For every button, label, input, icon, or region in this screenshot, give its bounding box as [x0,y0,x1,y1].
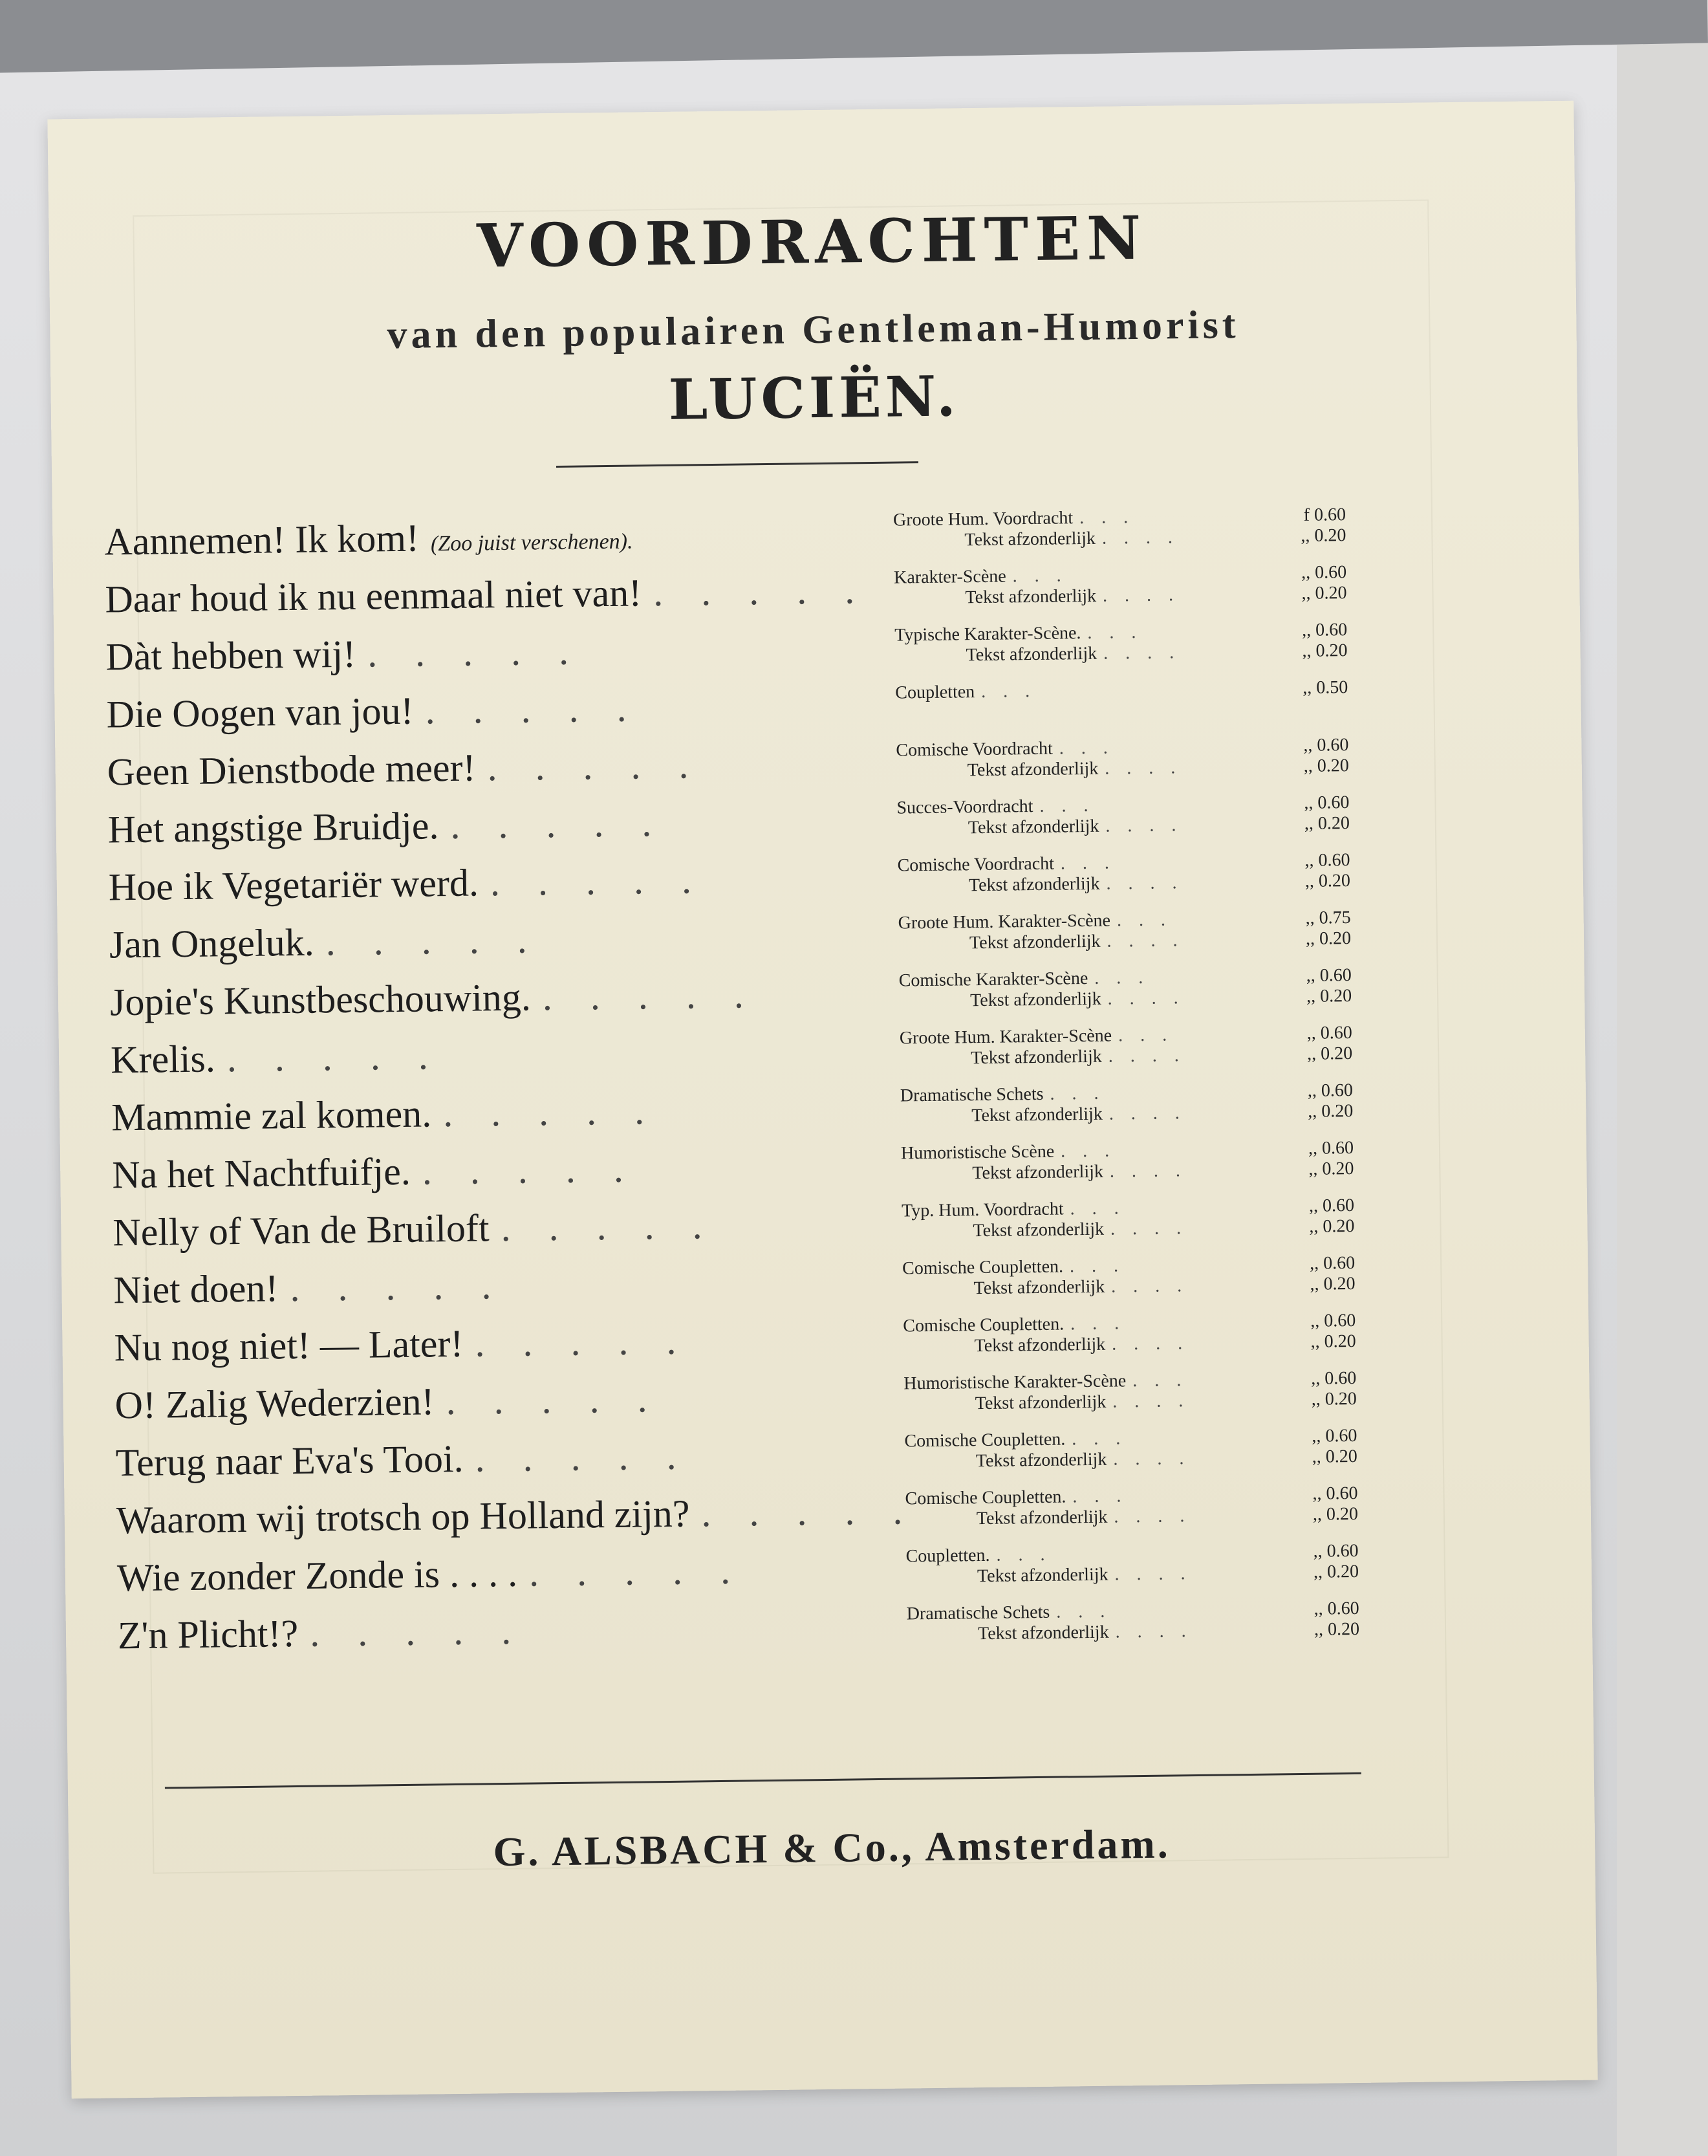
item-genre [904,1427,1267,1473]
text-separately-text: Tekst afzonderlijk [971,1046,1102,1069]
leader-dots: . . . [1072,1486,1128,1507]
genre-text: Comische Coupletten. [904,1429,1066,1452]
leader-dots: . . . . . [475,1434,691,1480]
genre-text: Dramatische Schets [900,1083,1044,1106]
text-price: ,, 0.20 [1307,1043,1353,1064]
leader-dots: . . . [1070,1313,1126,1334]
text-price: ,, 0.20 [1303,756,1349,776]
text-price: ,, 0.20 [1311,1388,1357,1410]
leader-dots: . . . . . [487,743,703,789]
item-genre [905,1485,1268,1530]
item-price: f 0.60 [1303,505,1346,525]
item-price: ,, 0.60 [1311,1367,1357,1389]
leader-dots: . . . . [1106,873,1184,894]
leader-dots: . . . [1059,737,1114,759]
text-separately-text: Tekst afzonderlijk [969,988,1101,1011]
item-title-text: O! Zalig Wederzien! [114,1380,435,1427]
item-title [108,856,820,909]
text-separately-text: Tekst afzonderlijk [967,758,1099,781]
genre-text: Humoristische Scène [900,1141,1055,1164]
text-price: ,, 0.20 [1304,871,1351,891]
item-title-text: Niet doen! [113,1267,279,1312]
leader-dots: . . . . . [367,629,583,675]
leader-dots: . . . . [1105,815,1183,836]
leader-dots: . . . . [1107,988,1185,1009]
item-genre [900,1024,1262,1070]
item-title-text: Geen Dienstbode meer! [107,746,476,794]
text-price: ,, 0.20 [1301,583,1347,604]
item-title [110,972,822,1025]
item-title [114,1375,827,1428]
leader-dots: . . . [1039,795,1095,816]
leader-dots: . . . [1132,1370,1188,1391]
text-price: ,, 0.20 [1312,1503,1359,1525]
leader-dots: . . . . [1115,1621,1193,1642]
item-title-text: Aannemen! Ik kom! [103,516,420,563]
item-genre [903,1369,1266,1415]
text-separately-text: Tekst afzonderlijk [974,1334,1106,1356]
leader-dots: . . . . [1110,1276,1189,1297]
genre-text: Groote Hum. Karakter-Scène [899,1025,1112,1049]
item-title-text: Die Oogen van jou! [106,689,414,736]
item-title-text: Waarom wij trotsch op Holland zijn? [116,1492,690,1542]
item-genre [893,506,1256,552]
genre-text: Comische Coupletten. [903,1314,1065,1336]
text-price: ,, 0.20 [1313,1618,1360,1640]
leader-dots: . . . . . [290,1264,506,1310]
item-note: (Zoo juist verschenen). [430,529,633,556]
item-title-text: Dàt hebben wij! [105,632,356,679]
leader-dots: . . . [996,1544,1052,1565]
leader-dots: . . . [1079,507,1135,528]
genre-text: Comische Coupletten. [902,1256,1064,1279]
leader-dots: . . . . [1111,1333,1189,1355]
text-separately-text: Tekst afzonderlijk [964,528,1096,550]
item-title-text: Na het Nachtfuifje. [111,1149,411,1197]
text-separately-text: Tekst afzonderlijk [965,585,1097,608]
item-genre [902,1254,1265,1300]
text-separately-label [896,757,1259,782]
text-separately-text: Tekst afzonderlijk [968,873,1100,896]
genre-text: Comische Voordracht [896,738,1053,761]
text-separately-text: Tekst afzonderlijk [976,1507,1108,1529]
text-price: ,, 0.20 [1312,1446,1357,1467]
item-title-text: Nu nog niet! — Later! [114,1322,464,1369]
item-title [113,1202,825,1255]
printed-sheet [47,101,1597,2099]
item-prices [1262,1080,1354,1123]
leader-dots: . . . [1050,1083,1105,1104]
item-title-text: Terug naar Eva's Tooi. [115,1437,464,1485]
item-price: ,, 0.60 [1310,1310,1356,1331]
item-price: ,, 0.60 [1303,735,1349,756]
item-title-text: Het angstige Bruidje. [107,804,439,851]
text-separately-label [905,1505,1268,1530]
item-prices [1259,850,1350,893]
text-separately-label [904,1390,1266,1415]
leader-dots: . . . . . [325,918,541,964]
leader-dots: . . . [1012,565,1068,587]
item-genre [894,563,1257,609]
item-title-text: Mammie zal komen. [111,1092,432,1139]
item-title-text: Jopie's Kunstbeschouwing. [109,975,532,1024]
item-price: ,, 0.60 [1309,1252,1356,1274]
item-title-text: Daar houd ik nu eenmaal niet van! [105,571,642,621]
item-title [112,1144,824,1197]
leader-dots: . . . [1116,909,1173,931]
repertoire-list [104,503,1541,1671]
text-separately-text: Tekst afzonderlijk [969,931,1101,953]
text-separately-label [902,1217,1264,1243]
item-genre [900,1082,1263,1127]
text-price: ,, 0.20 [1310,1331,1356,1352]
leader-dots: . . . . . [446,1377,662,1423]
genre-text: Comische Voordracht [897,853,1055,876]
item-title-text: Hoe ik Vegetariër werd. [108,861,479,909]
genre-text: Karakter-Scène [893,566,1006,588]
item-prices [1263,1138,1354,1181]
item-prices [1256,562,1347,605]
text-price: ,, 0.20 [1304,813,1350,834]
genre-text: Typische Karakter-Scène. [894,623,1081,646]
leader-dots: . . . [1060,1140,1116,1162]
leader-dots: . . . . [1107,930,1184,952]
text-separately-text: Tekst afzonderlijk [973,1276,1105,1299]
leader-dots: . . . . [1108,1045,1185,1067]
item-prices [1264,1195,1355,1238]
publisher-imprint: G. ALSBACH & Co., Amsterdam. [493,1820,1171,1875]
leader-dots: . . . . [1113,1448,1191,1470]
leader-dots: . . . . [1102,585,1180,606]
leader-dots: . . . [981,681,1037,702]
item-title [107,741,819,794]
genre-text: Comische Karakter-Scène [898,968,1088,991]
item-title [111,1029,823,1082]
leader-dots: . . . [1094,967,1150,988]
item-genre [898,909,1260,955]
item-genre [901,1139,1264,1185]
text-price: ,, 0.20 [1301,525,1346,546]
item-genre [907,1600,1270,1646]
text-separately-label [903,1333,1265,1358]
text-separately-text: Tekst afzonderlijk [966,643,1097,666]
item-genre [896,794,1259,840]
leader-dots: . . . . . [474,1319,691,1365]
item-genre [894,621,1257,667]
text-separately-label [906,1563,1268,1588]
text-separately-label [894,642,1257,667]
genre-text: Coupletten. [905,1545,990,1567]
item-price: ,, 0.60 [1301,562,1347,583]
text-price: ,, 0.20 [1308,1158,1354,1179]
leader-dots: . . . . . [542,973,759,1019]
item-price: ,, 0.60 [1304,850,1350,871]
document-subtitle: van den populairen Gentleman-Humorist [387,303,1240,358]
item-prices [1264,1253,1356,1296]
text-separately-label [900,1102,1262,1127]
item-title [111,1087,823,1140]
item-genre [895,679,1257,704]
leader-dots: . . . [1070,1198,1125,1219]
genre-text: Groote Hum. Karakter-Scène [898,910,1111,933]
genre-text: Humoristische Karakter-Scène [903,1371,1127,1394]
leader-dots: . . . [1069,1256,1125,1277]
genre-text: Succes-Voordracht [896,796,1033,818]
item-title [105,626,817,679]
text-separately-label [901,1160,1263,1185]
leader-dots: . . . . [1103,642,1181,664]
leader-dots: . . . . . [490,858,706,904]
text-separately-label [893,527,1255,552]
text-separately-text: Tekst afzonderlijk [968,816,1099,838]
item-price: ,, 0.60 [1313,1598,1359,1619]
leader-dots: . . . [1118,1025,1174,1046]
item-prices [1257,620,1348,662]
item-title [105,569,869,622]
item-title-text: Wie zonder Zonde is . . . . [116,1551,518,1600]
item-prices [1257,677,1348,699]
text-price: ,, 0.20 [1306,985,1352,1007]
item-prices [1258,735,1349,778]
leader-dots: . . . . . [501,1204,717,1250]
leader-dots: . . . . [1114,1563,1192,1585]
performer-name: LUCIËN. [668,364,960,433]
item-title [116,1489,917,1543]
item-title [107,799,819,852]
leader-dots: . . . . [1101,527,1180,549]
item-title-text: Z'n Plicht!? [117,1611,299,1657]
genre-text: Typ. Hum. Voordracht [901,1199,1064,1221]
item-title [106,684,818,737]
item-prices [1255,505,1346,547]
text-price: ,, 0.20 [1308,1100,1354,1122]
leader-dots: . . . [1060,853,1116,874]
leader-dots: . . . [1087,622,1143,643]
item-price: ,, 0.60 [1306,1022,1352,1043]
leader-dots: . . . . . [653,569,869,615]
text-separately-label [907,1620,1269,1646]
leader-dots: . . . . . [442,1089,659,1135]
leader-dots: . . . . [1108,1103,1187,1124]
item-genre [897,851,1260,897]
item-prices [1259,792,1350,835]
genre-text: Comische Coupletten. [905,1486,1066,1509]
item-prices [1262,1023,1353,1065]
item-prices [1265,1311,1356,1353]
text-separately-label [900,1045,1262,1070]
item-title [114,1317,826,1370]
leader-dots: . . . . . [425,686,641,732]
text-price: ,, 0.20 [1305,928,1352,949]
text-separately-label [898,930,1260,955]
item-title [109,914,821,967]
item-price: ,, 0.60 [1308,1195,1355,1216]
item-prices [1266,1426,1357,1468]
item-title [113,1259,825,1312]
item-price: ,, 0.60 [1304,792,1350,813]
text-price: ,, 0.20 [1310,1273,1356,1294]
leader-dots: . . . . . [701,1489,917,1535]
text-separately-label [905,1448,1267,1473]
item-prices [1260,908,1351,950]
item-price: ,, 0.60 [1307,1080,1354,1101]
item-title [115,1432,827,1485]
item-prices [1268,1541,1359,1584]
item-price: ,, 0.60 [1312,1425,1357,1446]
item-title [104,511,816,564]
genre-label [895,679,1257,704]
item-genre [896,736,1259,782]
item-title [118,1605,830,1658]
text-separately-text: Tekst afzonderlijk [971,1104,1103,1126]
item-title-text: Nelly of Van de Bruiloft [113,1206,490,1254]
text-separately-text: Tekst afzonderlijk [975,1391,1107,1414]
genre-text: Coupletten [895,682,975,703]
genre-text: Dramatische Schets [906,1602,1050,1624]
item-price: ,, 0.60 [1308,1137,1354,1159]
text-price: ,, 0.20 [1302,640,1348,661]
item-genre [903,1312,1266,1358]
item-prices [1261,965,1352,1008]
item-price: ,, 0.60 [1313,1540,1359,1562]
leader-dots: . . . . [1112,1391,1190,1412]
genre-text: Groote Hum. Voordracht [892,508,1074,530]
leader-dots: . . . . . [226,1034,443,1080]
text-separately-text: Tekst afzonderlijk [972,1161,1104,1184]
leader-dots: . . . . . [309,1609,526,1655]
item-genre [899,966,1262,1012]
text-separately-text: Tekst afzonderlijk [975,1449,1107,1472]
item-title-text: Jan Ongeluk. [109,920,314,966]
item-title [117,1547,829,1600]
leader-dots: . . . . . [449,801,666,847]
leader-dots: . . . [1072,1428,1127,1450]
item-genre [905,1542,1268,1588]
leader-dots: . . . . [1114,1506,1191,1527]
item-price: ,, 0.50 [1303,677,1348,698]
document-title: VOORDRACHTEN [476,202,1148,281]
item-price: ,, 0.60 [1312,1483,1358,1504]
item-price: ,, 0.60 [1302,620,1348,640]
text-price: ,, 0.20 [1313,1561,1359,1582]
leader-dots: . . . . [1110,1218,1188,1239]
item-prices [1266,1368,1357,1411]
item-price: ,, 0.75 [1305,908,1351,928]
text-separately-text: Tekst afzonderlijk [977,1622,1109,1644]
leader-dots: . . . . [1109,1160,1187,1182]
item-genre [902,1197,1264,1243]
text-price: ,, 0.20 [1309,1215,1355,1237]
leader-dots: . . . [1056,1601,1112,1622]
leader-dots: . . . . . [528,1549,745,1595]
item-title-text: Krelis. [110,1037,216,1082]
item-prices [1268,1598,1359,1641]
leader-dots: . . . . . [422,1147,638,1193]
item-price: ,, 0.60 [1306,964,1352,986]
item-prices [1267,1483,1358,1526]
text-separately-label [897,814,1259,840]
leader-dots: . . . . [1105,757,1182,779]
text-separately-text: Tekst afzonderlijk [977,1564,1108,1587]
text-separately-text: Tekst afzonderlijk [973,1219,1105,1241]
